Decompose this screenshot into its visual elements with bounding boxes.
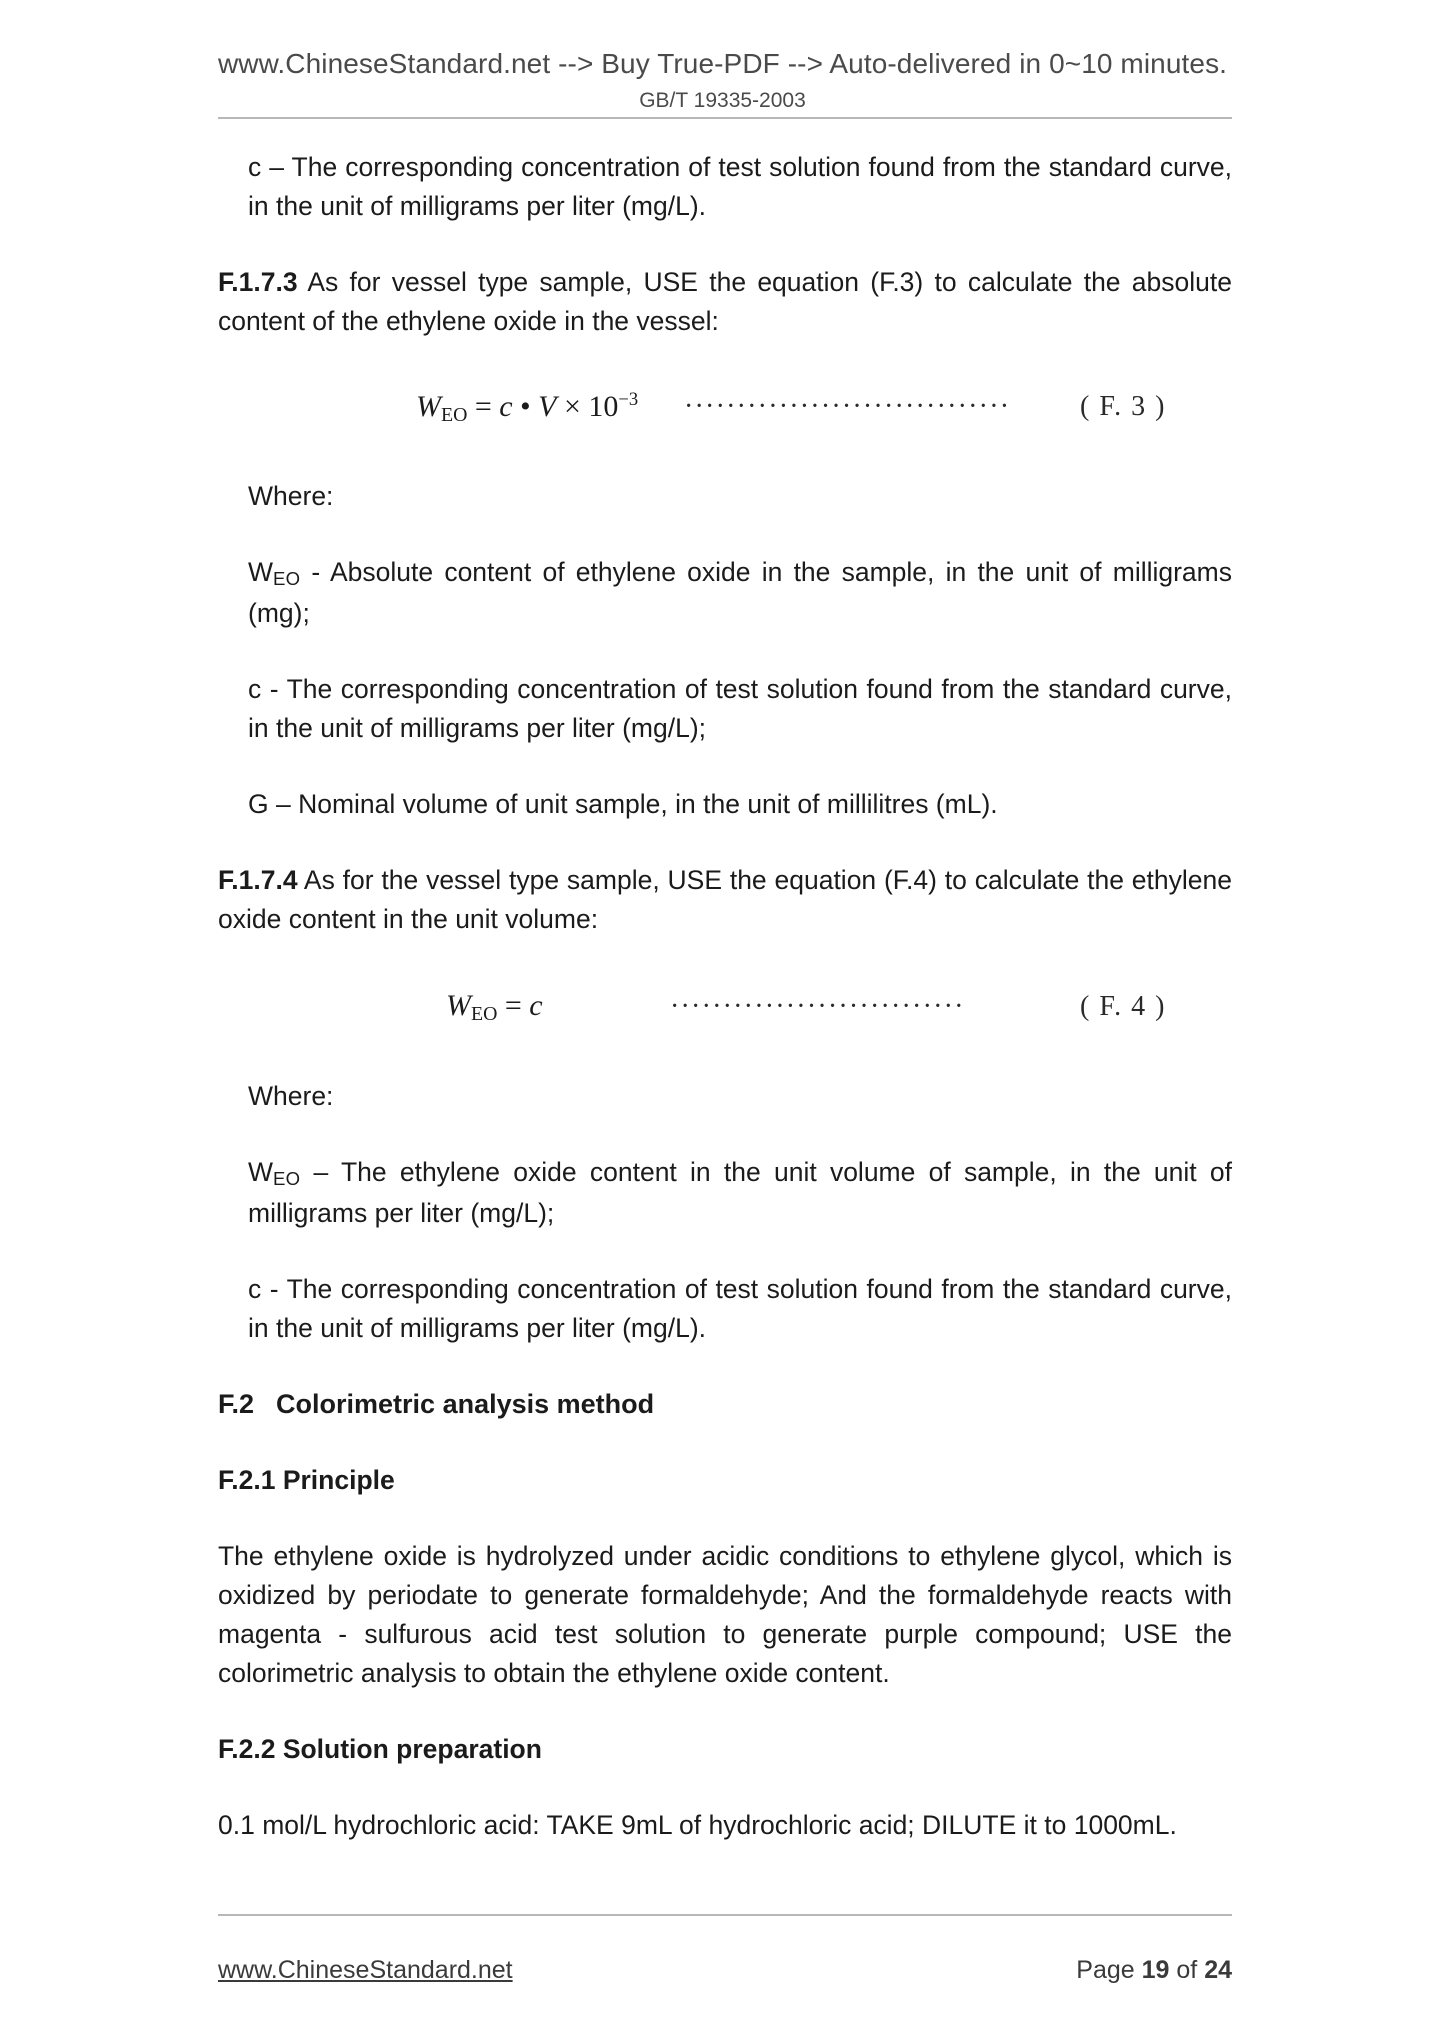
footer-page-prefix: Page xyxy=(1076,1956,1142,1984)
footer-page-number xyxy=(1076,1956,1232,1985)
standard-number: GB/T 19335-2003 xyxy=(639,89,806,112)
equation-f3-ten: 10 xyxy=(588,390,619,423)
document-body xyxy=(218,148,1232,1845)
definition-g-1: G – Nominal volume of unit sample, in the unit of millilitres (mL). xyxy=(248,789,998,819)
paragraph-f22-solution: 0.1 mol/L hydrochloric acid: TAKE 9mL of hydrochloric acid; DILUTE it to 1000mL. xyxy=(218,1810,1177,1840)
equation-f4 xyxy=(218,989,1232,1033)
paragraph-f173 xyxy=(218,263,1232,341)
paragraph-f21-principle: The ethylene oxide is hydrolyzed under acidic conditions to ethylene glycol, which is oxidized by periodate to generate formaldehyde; And the formaldehyde reacts with magenta - sulfurous acid test solution to generate purple compound; USE the colorimetric analysis to obtain the ethylene oxide content. xyxy=(218,1541,1232,1688)
paragraph-c-definition-top: c – The corresponding concentration of test solution found from the standard curve, in the unit of milligrams per liter (mg/L). xyxy=(248,152,1232,221)
footer-page-mid: of xyxy=(1169,1956,1205,1984)
equation-f3-equals: = xyxy=(467,390,500,423)
equation-f3-times: × xyxy=(556,390,589,423)
equation-f3-c: c xyxy=(499,390,513,423)
equation-f4-number: ( F. 4 ) xyxy=(1080,991,1166,1022)
header-divider xyxy=(218,117,1232,119)
paragraph-f174 xyxy=(218,861,1232,939)
definition-weo-1 xyxy=(248,553,1232,633)
clause-text-f174: As for the vessel type sample, USE the equation (F.4) to calculate the ethylene oxide content in the unit volume: xyxy=(218,865,1232,934)
equation-f4-equals: = xyxy=(497,989,530,1022)
footer-website-link[interactable]: www.ChineseStandard.net xyxy=(218,1956,513,1984)
heading-f22: F.2.2 Solution preparation xyxy=(218,1734,542,1764)
equation-f3 xyxy=(218,389,1232,433)
clause-label-f173: F.1.7.3 xyxy=(218,267,298,297)
equation-f4-expression xyxy=(446,989,543,1023)
definition-weo-1-text: - Absolute content of ethylene oxide in the sample, in the unit of milligrams (mg); xyxy=(248,557,1232,628)
equation-f4-c: c xyxy=(529,989,543,1022)
page-header xyxy=(0,48,1445,113)
heading-f2 xyxy=(218,1385,1232,1424)
equation-f3-exponent: −3 xyxy=(618,389,639,410)
equation-f3-w: W xyxy=(416,390,441,423)
equation-f4-subscript: EO xyxy=(471,1002,498,1025)
where-label-1: Where: xyxy=(248,481,334,511)
definition-c-2: c - The corresponding concentration of test solution found from the standard curve, in the unit of milligrams per liter (mg/L). xyxy=(248,1274,1232,1343)
footer-page-current: 19 xyxy=(1141,1956,1170,1984)
equation-f3-subscript: EO xyxy=(441,403,468,426)
equation-f3-v: V xyxy=(538,390,557,423)
heading-f2-number: F.2 xyxy=(218,1389,255,1419)
definition-weo-1-symbol: W xyxy=(248,557,274,587)
equation-f3-expression xyxy=(416,389,638,424)
equation-f4-w: W xyxy=(446,989,471,1022)
equation-f3-number: ( F. 3 ) xyxy=(1080,391,1166,422)
promo-banner: www.ChineseStandard.net --> Buy True-PDF --> Auto-delivered in 0~10 minutes. xyxy=(217,48,1228,79)
where-label-2: Where: xyxy=(248,1081,334,1111)
definition-weo-1-subscript: EO xyxy=(273,568,301,590)
clause-text-f173: As for vessel type sample, USE the equation (F.3) to calculate the absolute content of the ethylene oxide in the vessel: xyxy=(218,267,1232,336)
definition-weo-2 xyxy=(248,1153,1232,1233)
heading-f21: F.2.1 Principle xyxy=(218,1465,395,1495)
clause-label-f174: F.1.7.4 xyxy=(218,865,298,895)
definition-c-1: c - The corresponding concentration of test solution found from the standard curve, in the unit of milligrams per liter (mg/L); xyxy=(248,674,1232,743)
definition-weo-2-symbol: W xyxy=(248,1157,274,1187)
footer-divider xyxy=(218,1914,1232,1916)
equation-f3-dot: • xyxy=(512,390,539,423)
definition-weo-2-subscript: EO xyxy=(273,1168,301,1190)
footer-page-total: 24 xyxy=(1204,1956,1232,1984)
equation-f4-leaders: ···························· xyxy=(670,991,965,1022)
page-footer xyxy=(218,1956,1232,1985)
definition-weo-2-text: – The ethylene oxide content in the unit volume of sample, in the unit of milligrams per liter (mg/L); xyxy=(248,1157,1232,1228)
equation-f3-leaders: ······························· xyxy=(684,391,1011,422)
heading-f2-title: Colorimetric analysis method xyxy=(276,1389,655,1419)
